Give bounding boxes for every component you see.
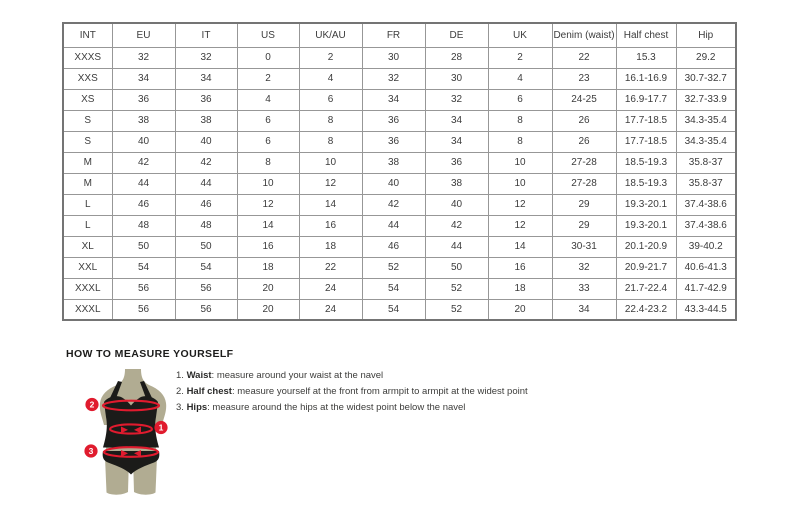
table-row — [63, 89, 736, 110]
table-cell: 34.3-35.4 — [676, 131, 736, 152]
size-chart-section — [62, 22, 737, 321]
table-cell: 32.7-33.9 — [676, 89, 736, 110]
table-cell: 41.7-42.9 — [676, 278, 736, 299]
table-row — [63, 110, 736, 131]
table-cell: 2 — [237, 68, 299, 89]
table-cell: 4 — [237, 89, 299, 110]
table-cell: 2 — [299, 47, 362, 68]
table-cell: 6 — [299, 89, 362, 110]
table-cell: 26 — [552, 110, 616, 131]
step-text: : measure yourself at the front from armpit to armpit at the widest point — [231, 385, 528, 397]
table-cell: 34 — [175, 68, 237, 89]
table-cell: 2 — [488, 47, 552, 68]
table-row — [63, 194, 736, 215]
table-cell: 30-31 — [552, 236, 616, 257]
table-cell: 20 — [488, 299, 552, 320]
table-cell: XS — [63, 89, 112, 110]
table-cell: 56 — [112, 299, 175, 320]
table-cell: 16 — [299, 215, 362, 236]
table-cell: 34 — [362, 89, 425, 110]
table-cell: 10 — [237, 173, 299, 194]
measure-step — [176, 403, 528, 413]
table-cell: 52 — [425, 299, 488, 320]
table-cell: 17.7-18.5 — [616, 131, 676, 152]
measure-steps-list — [176, 371, 528, 419]
table-cell: 54 — [175, 257, 237, 278]
table-row — [63, 257, 736, 278]
table-cell: 44 — [425, 236, 488, 257]
table-row — [63, 278, 736, 299]
measurement-figure — [78, 367, 188, 502]
table-cell: 30.7-32.7 — [676, 68, 736, 89]
table-cell: 38 — [425, 173, 488, 194]
table-cell: 36 — [175, 89, 237, 110]
table-cell: 28 — [425, 47, 488, 68]
table-cell: 42 — [425, 215, 488, 236]
table-cell: 22 — [552, 47, 616, 68]
table-cell: 26 — [552, 131, 616, 152]
table-cell: 50 — [112, 236, 175, 257]
table-cell: 29 — [552, 215, 616, 236]
table-cell: 6 — [237, 110, 299, 131]
table-cell: 18.5-19.3 — [616, 152, 676, 173]
table-cell: 12 — [488, 215, 552, 236]
badge-hips — [84, 444, 97, 457]
table-cell: 20 — [237, 278, 299, 299]
table-cell: 22 — [299, 257, 362, 278]
table-row — [63, 68, 736, 89]
table-cell: XXS — [63, 68, 112, 89]
table-cell: 16 — [237, 236, 299, 257]
table-cell: 18 — [488, 278, 552, 299]
table-cell: 0 — [237, 47, 299, 68]
table-cell: 20.9-21.7 — [616, 257, 676, 278]
column-header: DE — [425, 23, 488, 47]
table-cell: 29.2 — [676, 47, 736, 68]
table-cell: 44 — [175, 173, 237, 194]
table-cell: 32 — [552, 257, 616, 278]
table-cell: 36 — [362, 131, 425, 152]
table-cell: XXXL — [63, 299, 112, 320]
table-cell: 32 — [425, 89, 488, 110]
size-chart-table — [62, 22, 737, 321]
table-cell: 40 — [425, 194, 488, 215]
svg-text:1: 1 — [158, 422, 164, 433]
table-row — [63, 299, 736, 320]
table-cell: 6 — [237, 131, 299, 152]
table-row — [63, 215, 736, 236]
step-label: Hips — [186, 401, 208, 413]
table-cell: 29 — [552, 194, 616, 215]
table-cell: 32 — [112, 47, 175, 68]
table-cell: 38 — [362, 152, 425, 173]
table-cell: 40 — [175, 131, 237, 152]
table-cell: 18 — [299, 236, 362, 257]
table-cell: 4 — [488, 68, 552, 89]
table-cell: 21.7-22.4 — [616, 278, 676, 299]
table-cell: 32 — [362, 68, 425, 89]
table-cell: 38 — [112, 110, 175, 131]
table-row — [63, 131, 736, 152]
table-cell: 4 — [299, 68, 362, 89]
table-cell: 48 — [112, 215, 175, 236]
table-cell: 42 — [112, 152, 175, 173]
table-cell: 16 — [488, 257, 552, 278]
table-body — [63, 47, 736, 320]
table-cell: 12 — [488, 194, 552, 215]
table-row — [63, 152, 736, 173]
table-cell: 40.6-41.3 — [676, 257, 736, 278]
table-cell: 16.1-16.9 — [616, 68, 676, 89]
table-cell: 50 — [425, 257, 488, 278]
table-cell: 39-40.2 — [676, 236, 736, 257]
table-row — [63, 236, 736, 257]
badge-waist — [154, 421, 167, 434]
table-cell: 56 — [175, 278, 237, 299]
table-cell: XL — [63, 236, 112, 257]
table-cell: 40 — [112, 131, 175, 152]
table-cell: L — [63, 215, 112, 236]
step-label: Waist — [186, 370, 212, 381]
table-cell: 43.3-44.5 — [676, 299, 736, 320]
step-label: Half chest — [186, 385, 232, 397]
table-cell: XXXL — [63, 278, 112, 299]
table-cell: 37.4-38.6 — [676, 194, 736, 215]
mannequin-illustration — [78, 367, 188, 502]
table-cell: 40 — [362, 173, 425, 194]
table-cell: 8 — [488, 110, 552, 131]
column-header: EU — [112, 23, 175, 47]
table-cell: 12 — [299, 173, 362, 194]
table-cell: 27-28 — [552, 173, 616, 194]
column-header: UK/AU — [299, 23, 362, 47]
table-cell: 34 — [552, 299, 616, 320]
table-cell: 56 — [112, 278, 175, 299]
svg-text:2: 2 — [89, 399, 95, 410]
table-cell: S — [63, 110, 112, 131]
step-text: : measure around the hips at the widest point below the navel — [207, 401, 466, 413]
table-cell: 54 — [362, 299, 425, 320]
table-cell: 17.7-18.5 — [616, 110, 676, 131]
table-cell: 8 — [299, 131, 362, 152]
table-cell: 19.3-20.1 — [616, 194, 676, 215]
table-cell: 38 — [175, 110, 237, 131]
table-cell: 8 — [237, 152, 299, 173]
step-number: 2. — [176, 385, 187, 397]
table-cell: 52 — [362, 257, 425, 278]
step-text: : measure around your waist at the navel — [211, 370, 384, 381]
table-cell: 32 — [175, 47, 237, 68]
table-cell: 46 — [362, 236, 425, 257]
table-cell: 36 — [112, 89, 175, 110]
table-cell: 54 — [112, 257, 175, 278]
table-cell: 37.4-38.6 — [676, 215, 736, 236]
column-header: UK — [488, 23, 552, 47]
column-header: US — [237, 23, 299, 47]
table-cell: 14 — [237, 215, 299, 236]
table-header — [63, 23, 736, 47]
table-cell: M — [63, 173, 112, 194]
table-cell: XXL — [63, 257, 112, 278]
table-row — [63, 173, 736, 194]
table-cell: 35.8-37 — [676, 173, 736, 194]
header-row — [63, 23, 736, 47]
table-cell: 48 — [175, 215, 237, 236]
table-cell: 36 — [425, 152, 488, 173]
measure-step — [176, 387, 528, 397]
table-cell: L — [63, 194, 112, 215]
table-cell: 14 — [488, 236, 552, 257]
table-cell: 56 — [175, 299, 237, 320]
table-cell: 16.9-17.7 — [616, 89, 676, 110]
table-cell: 54 — [362, 278, 425, 299]
table-cell: 12 — [237, 194, 299, 215]
table-cell: 8 — [488, 131, 552, 152]
table-cell: 34 — [425, 131, 488, 152]
table-cell: 20 — [237, 299, 299, 320]
table-cell: 34 — [112, 68, 175, 89]
table-cell: 24 — [299, 278, 362, 299]
table-cell: S — [63, 131, 112, 152]
table-cell: 27-28 — [552, 152, 616, 173]
badge-chest — [85, 398, 98, 411]
table-cell: 44 — [362, 215, 425, 236]
measure-section-title: HOW TO MEASURE YOURSELF — [66, 348, 234, 360]
table-cell: 44 — [112, 173, 175, 194]
table-cell: 10 — [488, 152, 552, 173]
table-cell: 22.4-23.2 — [616, 299, 676, 320]
table-cell: 24-25 — [552, 89, 616, 110]
table-cell: 24 — [299, 299, 362, 320]
table-cell: 52 — [425, 278, 488, 299]
table-cell: 15.3 — [616, 47, 676, 68]
column-header: FR — [362, 23, 425, 47]
table-cell: 50 — [175, 236, 237, 257]
table-cell: 46 — [112, 194, 175, 215]
table-cell: 18 — [237, 257, 299, 278]
table-row — [63, 47, 736, 68]
table-cell: 36 — [362, 110, 425, 131]
table-cell: M — [63, 152, 112, 173]
step-number: 1. — [176, 370, 187, 381]
column-header: IT — [175, 23, 237, 47]
column-header: Half chest — [616, 23, 676, 47]
table-cell: 46 — [175, 194, 237, 215]
measure-step — [176, 371, 528, 381]
table-cell: 30 — [362, 47, 425, 68]
table-cell: 14 — [299, 194, 362, 215]
table-cell: XXXS — [63, 47, 112, 68]
column-header: Hip — [676, 23, 736, 47]
table-cell: 30 — [425, 68, 488, 89]
table-cell: 6 — [488, 89, 552, 110]
table-cell: 23 — [552, 68, 616, 89]
step-number: 3. — [176, 401, 187, 413]
column-header: INT — [63, 23, 112, 47]
table-cell: 10 — [488, 173, 552, 194]
table-cell: 35.8-37 — [676, 152, 736, 173]
table-cell: 42 — [175, 152, 237, 173]
table-cell: 20.1-20.9 — [616, 236, 676, 257]
column-header: Denim (waist) — [552, 23, 616, 47]
table-cell: 33 — [552, 278, 616, 299]
svg-text:3: 3 — [88, 446, 94, 457]
table-cell: 19.3-20.1 — [616, 215, 676, 236]
table-cell: 8 — [299, 110, 362, 131]
table-cell: 18.5-19.3 — [616, 173, 676, 194]
table-cell: 34.3-35.4 — [676, 110, 736, 131]
table-cell: 10 — [299, 152, 362, 173]
table-cell: 34 — [425, 110, 488, 131]
table-cell: 42 — [362, 194, 425, 215]
